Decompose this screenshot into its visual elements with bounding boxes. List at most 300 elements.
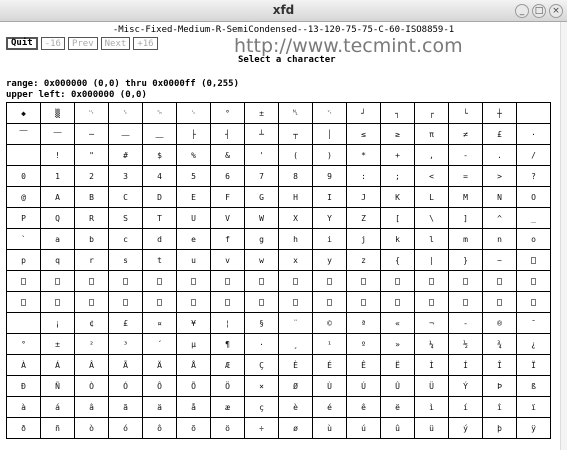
glyph-cell[interactable]	[415, 292, 449, 313]
glyph-cell[interactable]	[381, 166, 415, 187]
glyph-char: ┤	[225, 129, 230, 139]
glyph-cell[interactable]	[381, 355, 415, 376]
glyph-cell[interactable]	[517, 334, 551, 355]
glyph-cell[interactable]	[381, 292, 415, 313]
glyph-cell[interactable]	[449, 334, 483, 355]
glyph-cell[interactable]	[347, 313, 381, 334]
glyph-cell[interactable]	[279, 397, 313, 418]
glyph-cell[interactable]	[381, 250, 415, 271]
glyph-cell[interactable]	[75, 187, 109, 208]
glyph-cell[interactable]	[483, 187, 517, 208]
glyph-cell[interactable]	[109, 376, 143, 397]
glyph-cell[interactable]	[75, 124, 109, 145]
glyph-char: þ	[497, 423, 502, 433]
glyph-cell[interactable]	[279, 187, 313, 208]
glyph-cell[interactable]	[41, 208, 75, 229]
glyph-cell[interactable]	[347, 208, 381, 229]
glyph-cell[interactable]	[449, 124, 483, 145]
glyph-char: æ	[225, 402, 230, 412]
glyph-cell[interactable]	[177, 376, 211, 397]
glyph-cell[interactable]	[381, 208, 415, 229]
glyph-cell[interactable]	[41, 313, 75, 334]
glyph-cell[interactable]	[75, 166, 109, 187]
glyph-cell[interactable]	[483, 418, 517, 439]
glyph-cell[interactable]	[75, 103, 109, 124]
glyph-cell[interactable]	[7, 271, 41, 292]
glyph-cell[interactable]	[279, 229, 313, 250]
glyph-cell[interactable]	[245, 145, 279, 166]
glyph-cell[interactable]	[211, 124, 245, 145]
glyph-char: I	[327, 192, 332, 202]
plus16-button[interactable]: +16	[133, 37, 157, 50]
glyph-cell[interactable]	[109, 208, 143, 229]
glyph-char: 3	[123, 171, 128, 181]
glyph-cell[interactable]	[7, 145, 41, 166]
glyph-cell[interactable]	[517, 187, 551, 208]
glyph-char: -	[463, 318, 468, 328]
glyph-cell[interactable]	[483, 334, 517, 355]
glyph-cell[interactable]	[211, 292, 245, 313]
glyph-char: +	[395, 150, 400, 160]
glyph-cell[interactable]	[347, 397, 381, 418]
glyph-cell[interactable]	[381, 376, 415, 397]
glyph-cell[interactable]	[449, 187, 483, 208]
missing-glyph-icon	[531, 257, 536, 264]
glyph-cell[interactable]	[143, 292, 177, 313]
glyph-cell[interactable]	[279, 292, 313, 313]
glyph-cell[interactable]	[483, 271, 517, 292]
glyph-cell[interactable]	[211, 103, 245, 124]
glyph-cell[interactable]	[143, 418, 177, 439]
glyph-char: ó	[123, 423, 128, 433]
glyph-cell[interactable]	[75, 271, 109, 292]
glyph-cell[interactable]	[313, 103, 347, 124]
glyph-cell[interactable]	[7, 229, 41, 250]
glyph-cell[interactable]	[449, 313, 483, 334]
glyph-cell[interactable]	[177, 229, 211, 250]
glyph-cell[interactable]	[313, 250, 347, 271]
glyph-cell[interactable]	[75, 376, 109, 397]
glyph-cell[interactable]	[517, 355, 551, 376]
glyph-cell[interactable]	[245, 187, 279, 208]
glyph-cell[interactable]	[143, 208, 177, 229]
glyph-char: ª	[361, 318, 366, 328]
glyph-cell[interactable]	[245, 166, 279, 187]
glyph-cell[interactable]	[177, 250, 211, 271]
glyph-cell[interactable]	[245, 376, 279, 397]
glyph-cell[interactable]	[41, 271, 75, 292]
glyph-cell[interactable]	[279, 334, 313, 355]
maximize-icon[interactable]: □	[532, 4, 546, 18]
glyph-cell[interactable]	[415, 376, 449, 397]
glyph-cell[interactable]	[517, 124, 551, 145]
glyph-char: ë	[395, 402, 400, 412]
glyph-cell[interactable]	[177, 313, 211, 334]
glyph-cell[interactable]	[415, 355, 449, 376]
next-button[interactable]: Next	[101, 37, 131, 50]
glyph-cell[interactable]	[279, 124, 313, 145]
glyph-cell[interactable]	[415, 250, 449, 271]
glyph-cell[interactable]	[483, 103, 517, 124]
close-icon[interactable]: ×	[549, 4, 563, 18]
glyph-cell[interactable]	[517, 208, 551, 229]
glyph-cell[interactable]	[313, 208, 347, 229]
glyph-cell[interactable]	[7, 397, 41, 418]
glyph-cell[interactable]	[449, 103, 483, 124]
glyph-char: ¢	[89, 318, 94, 328]
glyph-cell[interactable]	[245, 292, 279, 313]
glyph-cell[interactable]	[313, 334, 347, 355]
glyph-cell[interactable]	[517, 250, 551, 271]
glyph-cell[interactable]	[381, 229, 415, 250]
glyph-cell[interactable]	[75, 145, 109, 166]
glyph-cell[interactable]	[517, 418, 551, 439]
glyph-cell[interactable]	[7, 208, 41, 229]
glyph-cell[interactable]	[143, 166, 177, 187]
glyph-char: f	[225, 234, 230, 244]
minimize-icon[interactable]: _	[515, 4, 529, 18]
glyph-cell[interactable]	[109, 271, 143, 292]
glyph-cell[interactable]	[211, 418, 245, 439]
glyph-cell[interactable]	[211, 271, 245, 292]
glyph-cell[interactable]	[449, 418, 483, 439]
glyph-cell[interactable]	[177, 145, 211, 166]
glyph-cell[interactable]	[279, 418, 313, 439]
glyph-cell[interactable]	[211, 334, 245, 355]
glyph-cell[interactable]	[7, 124, 41, 145]
glyph-cell[interactable]	[41, 292, 75, 313]
glyph-cell[interactable]	[279, 376, 313, 397]
prev-button[interactable]: Prev	[68, 37, 98, 50]
glyph-cell[interactable]	[483, 313, 517, 334]
glyph-cell[interactable]	[381, 271, 415, 292]
glyph-cell[interactable]	[347, 418, 381, 439]
glyph-cell[interactable]	[279, 271, 313, 292]
glyph-cell[interactable]	[381, 145, 415, 166]
glyph-cell[interactable]	[75, 229, 109, 250]
glyph-cell[interactable]	[313, 145, 347, 166]
glyph-cell[interactable]	[347, 187, 381, 208]
glyph-cell[interactable]	[177, 166, 211, 187]
glyph-cell[interactable]	[245, 250, 279, 271]
glyph-char: ]	[463, 213, 468, 223]
glyph-char: ÿ	[531, 423, 536, 433]
minus16-button[interactable]: -16	[41, 37, 65, 50]
glyph-cell[interactable]	[75, 208, 109, 229]
glyph-cell[interactable]	[177, 124, 211, 145]
glyph-cell[interactable]	[177, 271, 211, 292]
glyph-cell[interactable]	[347, 376, 381, 397]
glyph-cell[interactable]	[279, 166, 313, 187]
glyph-cell[interactable]	[483, 376, 517, 397]
glyph-char: ␉	[88, 108, 95, 117]
glyph-char: ¹	[327, 339, 332, 349]
glyph-cell[interactable]	[41, 145, 75, 166]
glyph-cell[interactable]	[313, 292, 347, 313]
glyph-cell[interactable]	[415, 313, 449, 334]
glyph-cell[interactable]	[279, 103, 313, 124]
glyph-cell[interactable]	[517, 313, 551, 334]
glyph-cell[interactable]	[143, 103, 177, 124]
glyph-char: ¼	[429, 339, 434, 349]
glyph-cell[interactable]	[415, 145, 449, 166]
glyph-char: »	[395, 339, 400, 349]
glyph-cell[interactable]	[109, 103, 143, 124]
glyph-cell[interactable]	[449, 271, 483, 292]
glyph-cell[interactable]	[381, 313, 415, 334]
glyph-cell[interactable]	[449, 208, 483, 229]
glyph-cell[interactable]	[279, 145, 313, 166]
glyph-cell[interactable]	[41, 250, 75, 271]
glyph-cell[interactable]	[483, 208, 517, 229]
glyph-cell[interactable]	[483, 229, 517, 250]
glyph-cell[interactable]	[211, 187, 245, 208]
glyph-cell[interactable]	[415, 334, 449, 355]
glyph-char: s	[123, 255, 128, 265]
glyph-cell[interactable]	[449, 292, 483, 313]
glyph-cell[interactable]	[449, 355, 483, 376]
glyph-cell[interactable]	[517, 376, 551, 397]
glyph-cell[interactable]	[313, 124, 347, 145]
glyph-cell[interactable]	[347, 271, 381, 292]
glyph-cell[interactable]	[211, 145, 245, 166]
glyph-cell[interactable]	[415, 397, 449, 418]
glyph-char: \	[429, 213, 434, 223]
glyph-cell[interactable]	[313, 187, 347, 208]
glyph-cell[interactable]	[449, 229, 483, 250]
glyph-cell[interactable]	[381, 187, 415, 208]
glyph-cell[interactable]	[7, 313, 41, 334]
glyph-cell[interactable]	[279, 355, 313, 376]
glyph-cell[interactable]	[347, 103, 381, 124]
glyph-cell[interactable]	[517, 166, 551, 187]
glyph-cell[interactable]	[381, 124, 415, 145]
glyph-cell[interactable]	[483, 145, 517, 166]
glyph-cell[interactable]	[177, 292, 211, 313]
glyph-cell[interactable]	[75, 418, 109, 439]
glyph-char: Ë	[395, 360, 400, 370]
glyph-cell[interactable]	[347, 229, 381, 250]
glyph-cell[interactable]	[517, 292, 551, 313]
glyph-char: â	[89, 402, 94, 412]
glyph-cell[interactable]	[381, 418, 415, 439]
glyph-cell[interactable]	[347, 124, 381, 145]
glyph-cell[interactable]	[143, 271, 177, 292]
glyph-cell[interactable]	[245, 271, 279, 292]
glyph-cell[interactable]	[313, 313, 347, 334]
glyph-cell[interactable]	[177, 334, 211, 355]
glyph-cell[interactable]	[109, 292, 143, 313]
glyph-cell[interactable]	[245, 103, 279, 124]
glyph-char: =	[463, 171, 468, 181]
glyph-char: Ø	[293, 381, 298, 391]
glyph-cell[interactable]	[7, 376, 41, 397]
glyph-cell[interactable]	[483, 397, 517, 418]
glyph-cell[interactable]	[7, 166, 41, 187]
glyph-cell[interactable]	[517, 397, 551, 418]
glyph-cell[interactable]	[347, 355, 381, 376]
glyph-cell[interactable]	[109, 187, 143, 208]
glyph-char: ê	[361, 402, 366, 412]
glyph-cell[interactable]	[211, 250, 245, 271]
glyph-cell[interactable]	[449, 145, 483, 166]
glyph-cell[interactable]	[109, 145, 143, 166]
glyph-cell[interactable]	[449, 166, 483, 187]
glyph-cell[interactable]	[41, 397, 75, 418]
glyph-cell[interactable]	[143, 145, 177, 166]
glyph-cell[interactable]	[211, 355, 245, 376]
glyph-cell[interactable]	[75, 397, 109, 418]
glyph-cell[interactable]	[245, 355, 279, 376]
glyph-cell[interactable]	[245, 418, 279, 439]
glyph-cell[interactable]	[245, 313, 279, 334]
glyph-cell[interactable]	[7, 103, 41, 124]
glyph-cell[interactable]	[449, 376, 483, 397]
glyph-cell[interactable]	[517, 271, 551, 292]
quit-button[interactable]: Quit	[6, 37, 38, 50]
glyph-cell[interactable]	[143, 313, 177, 334]
glyph-cell[interactable]	[75, 250, 109, 271]
glyph-cell[interactable]	[75, 313, 109, 334]
glyph-cell[interactable]	[211, 397, 245, 418]
glyph-cell[interactable]	[483, 292, 517, 313]
missing-glyph-icon	[225, 299, 230, 306]
glyph-cell[interactable]	[75, 292, 109, 313]
glyph-cell[interactable]	[415, 418, 449, 439]
glyph-char: `	[21, 234, 26, 244]
glyph-cell[interactable]	[177, 418, 211, 439]
glyph-char: §	[259, 318, 264, 328]
glyph-char: .	[497, 150, 502, 160]
glyph-cell[interactable]	[211, 229, 245, 250]
glyph-cell[interactable]	[75, 355, 109, 376]
glyph-cell[interactable]	[347, 334, 381, 355]
glyph-cell[interactable]	[211, 376, 245, 397]
glyph-cell[interactable]	[211, 166, 245, 187]
glyph-cell[interactable]	[245, 208, 279, 229]
glyph-cell[interactable]	[7, 292, 41, 313]
glyph-cell[interactable]	[109, 250, 143, 271]
glyph-cell[interactable]	[177, 208, 211, 229]
glyph-cell[interactable]	[483, 355, 517, 376]
glyph-cell[interactable]	[41, 355, 75, 376]
glyph-cell[interactable]	[143, 355, 177, 376]
glyph-cell[interactable]	[109, 313, 143, 334]
glyph-cell[interactable]	[177, 355, 211, 376]
glyph-cell[interactable]	[41, 124, 75, 145]
glyph-cell[interactable]	[415, 124, 449, 145]
glyph-cell[interactable]	[279, 250, 313, 271]
glyph-cell[interactable]	[313, 418, 347, 439]
glyph-cell[interactable]	[313, 229, 347, 250]
glyph-cell[interactable]	[347, 166, 381, 187]
scrollbar[interactable]	[560, 22, 567, 450]
glyph-cell[interactable]	[143, 187, 177, 208]
glyph-cell[interactable]	[483, 166, 517, 187]
glyph-cell[interactable]	[109, 229, 143, 250]
glyph-char: U	[191, 213, 196, 223]
glyph-cell[interactable]	[109, 418, 143, 439]
glyph-cell[interactable]	[313, 271, 347, 292]
glyph-cell[interactable]	[41, 376, 75, 397]
glyph-cell[interactable]	[211, 208, 245, 229]
glyph-cell[interactable]	[75, 334, 109, 355]
glyph-cell[interactable]	[347, 292, 381, 313]
glyph-cell[interactable]	[415, 166, 449, 187]
glyph-cell[interactable]	[7, 355, 41, 376]
glyph-cell[interactable]	[41, 334, 75, 355]
glyph-cell[interactable]	[143, 334, 177, 355]
glyph-cell[interactable]	[449, 397, 483, 418]
glyph-cell[interactable]	[381, 334, 415, 355]
glyph-cell[interactable]	[381, 103, 415, 124]
glyph-cell[interactable]	[313, 397, 347, 418]
glyph-cell[interactable]	[313, 166, 347, 187]
glyph-cell[interactable]	[143, 250, 177, 271]
glyph-cell[interactable]	[143, 229, 177, 250]
glyph-cell[interactable]	[143, 376, 177, 397]
glyph-cell[interactable]	[109, 124, 143, 145]
glyph-cell[interactable]	[245, 397, 279, 418]
glyph-cell[interactable]	[41, 187, 75, 208]
glyph-cell[interactable]	[415, 208, 449, 229]
glyph-cell[interactable]	[7, 418, 41, 439]
character-grid[interactable]	[6, 102, 551, 439]
glyph-cell[interactable]	[109, 397, 143, 418]
glyph-cell[interactable]	[177, 187, 211, 208]
glyph-cell[interactable]	[517, 229, 551, 250]
glyph-cell[interactable]	[415, 229, 449, 250]
glyph-cell[interactable]	[415, 187, 449, 208]
glyph-cell[interactable]	[483, 250, 517, 271]
glyph-cell[interactable]	[347, 250, 381, 271]
glyph-cell[interactable]	[177, 397, 211, 418]
glyph-cell[interactable]	[41, 166, 75, 187]
glyph-cell[interactable]	[211, 313, 245, 334]
glyph-cell[interactable]	[245, 229, 279, 250]
glyph-cell[interactable]	[177, 103, 211, 124]
glyph-cell[interactable]	[7, 187, 41, 208]
glyph-cell[interactable]	[415, 103, 449, 124]
glyph-char: Ù	[327, 381, 332, 391]
glyph-cell[interactable]	[109, 166, 143, 187]
glyph-cell[interactable]	[7, 250, 41, 271]
glyph-cell[interactable]	[41, 229, 75, 250]
glyph-cell[interactable]	[7, 334, 41, 355]
glyph-cell[interactable]	[347, 145, 381, 166]
glyph-cell[interactable]	[41, 103, 75, 124]
glyph-cell[interactable]	[41, 418, 75, 439]
glyph-cell[interactable]	[517, 103, 551, 124]
glyph-cell[interactable]	[143, 397, 177, 418]
glyph-cell[interactable]	[381, 397, 415, 418]
glyph-cell[interactable]	[279, 208, 313, 229]
glyph-cell[interactable]	[143, 124, 177, 145]
glyph-cell[interactable]	[517, 145, 551, 166]
range-label: range: 0x000000 (0,0) thru 0x0000ff (0,255)	[6, 79, 239, 89]
glyph-cell[interactable]	[109, 334, 143, 355]
glyph-cell[interactable]	[449, 250, 483, 271]
glyph-cell[interactable]	[313, 376, 347, 397]
glyph-cell[interactable]	[245, 124, 279, 145]
glyph-cell[interactable]	[279, 313, 313, 334]
glyph-cell[interactable]	[415, 271, 449, 292]
glyph-cell[interactable]	[483, 124, 517, 145]
glyph-cell[interactable]	[109, 355, 143, 376]
glyph-cell[interactable]	[245, 334, 279, 355]
glyph-cell[interactable]	[313, 355, 347, 376]
title-bar[interactable]	[0, 0, 567, 22]
